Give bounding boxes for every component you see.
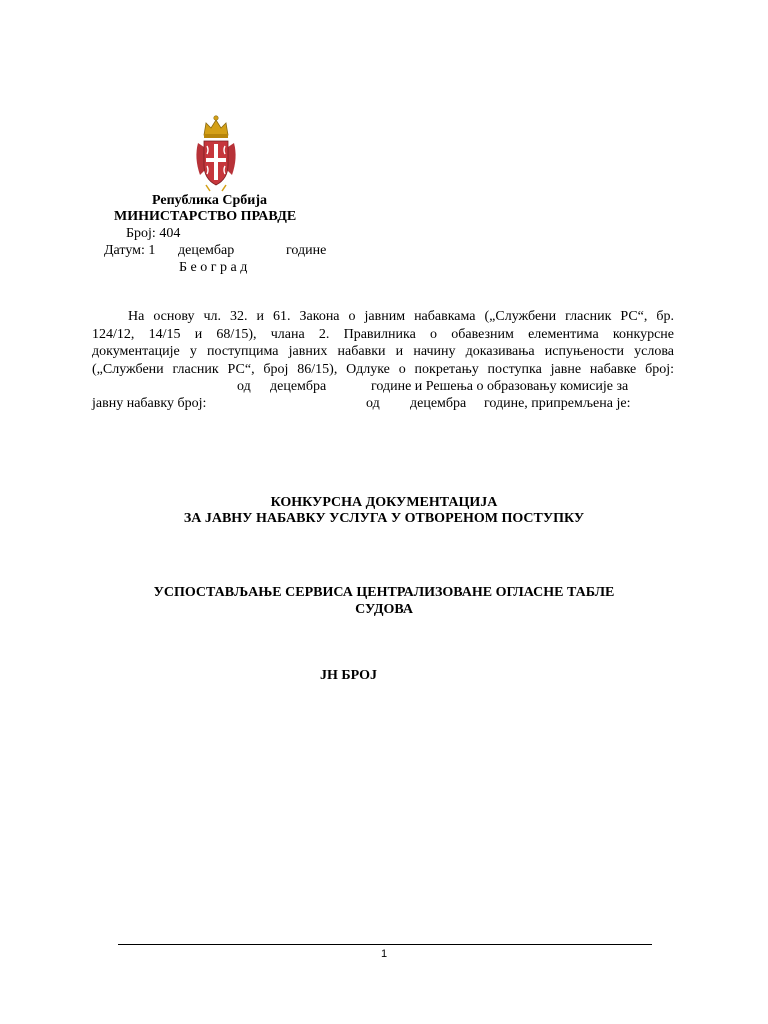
intro-paragraph <box>92 308 674 378</box>
intro-line: документације у поступцима јавних набавки и начину доказивања испуњености услова <box>92 344 674 359</box>
date-year: године <box>286 243 327 258</box>
procurement-subject: УСПОСТАВЉАЊЕ СЕРВИСА ЦЕНТРАЛИЗОВАНЕ ОГЛАСНЕ ТАБЛЕ <box>153 585 615 600</box>
republic-name: Република Србија <box>152 193 268 208</box>
crown-icon <box>204 116 228 138</box>
intro-line: На основу чл. 32. и 61. Закона о јавним набавкама („Службени гласник РС“, бр. <box>128 309 674 324</box>
page-number: 1 <box>380 948 388 960</box>
document-number: Број: 404 <box>126 226 181 241</box>
city-name: Б е о г р а д <box>179 260 248 275</box>
intro-line-5-part: од <box>237 379 251 394</box>
footer-divider <box>118 944 652 945</box>
intro-line-6-part: децембра <box>410 396 467 411</box>
date-label: Датум: 1 <box>104 243 156 258</box>
intro-line: („Службени гласник РС“, број 86/15), Одлуке о покретању поступка јавне набавке број: <box>92 361 674 377</box>
intro-line-6-part: године, припремљена је: <box>484 396 631 411</box>
document-subtitle: ЗА ЈАВНУ НАБАВКУ УСЛУГА У ОТВОРЕНОМ ПОСТУПКУ <box>183 511 585 526</box>
procurement-subject-cont: СУДОВА <box>355 602 413 617</box>
date-month: децембар <box>178 243 235 258</box>
intro-line: 124/12, 14/15 и 68/15), члана 2. Правилника о обавезним елементима конкурсне <box>92 326 674 342</box>
coat-of-arms-emblem <box>192 113 240 193</box>
intro-line-6-part: јавну набавку број: <box>92 396 207 411</box>
intro-line-6-part: од <box>366 396 380 411</box>
document-title: КОНКУРСНА ДОКУМЕНТАЦИЈА <box>270 495 498 510</box>
procurement-number-label: ЈН БРОЈ <box>320 668 378 683</box>
shield-icon <box>204 141 228 185</box>
intro-line-5-part: године и Решења о образовању комисије за <box>371 379 629 394</box>
intro-line-5-part: децембра <box>270 379 327 394</box>
ministry-name: МИНИСТАРСТВО ПРАВДЕ <box>114 209 297 224</box>
